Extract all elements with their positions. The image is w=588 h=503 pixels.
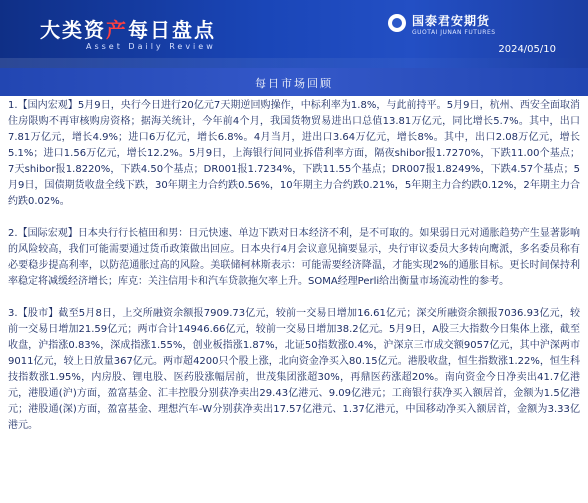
brand-name-cn: 国泰君安期货 xyxy=(412,14,491,28)
paragraph-spacer xyxy=(8,210,580,226)
report-title xyxy=(40,14,216,43)
report-date: 2024/05/10 xyxy=(498,44,556,55)
brand-mark-icon xyxy=(388,14,406,32)
title-part-1: 大类资 xyxy=(40,18,106,42)
title-part-3: 每日盘点 xyxy=(128,18,216,42)
brand-logo xyxy=(388,12,558,40)
section-band xyxy=(0,68,588,96)
title-part-2: 产 xyxy=(106,18,128,42)
report-subtitle: Asset Daily Review xyxy=(86,42,216,51)
paragraph-stock-market: 3.【股市】截至5月8日，上交所融资余额报7909.73亿元，较前一交易日增加16.61亿元；深交所融资余额报7036.93亿元，较前一交易日增加21.59亿元；两市合计14946.66亿元，较前一交易日增加38.2亿元。5月9日，A股三大指数今日集体上涨，截至收盘，沪指涨0.83%，深成指涨1.55%，创业板指涨1.87%，北证50指数涨0.4%，沪深京三市成交额9057亿元，其中沪深两市9011亿元，较上日放量367亿元。两市超4200只个股上涨，北向资金净买入80.15亿元。港股收盘，恒生指数涨1.22%，恒生科技指数涨1.95%，内房股、锂电股、医药股涨幅居前，世茂集团涨超30%，再鼎医药涨超20%。南向资金今日净卖出41.7亿港元，港股通(沪)方面，盈富基金、汇丰控股分别获净卖出29.43亿港元、9.09亿港元；工商银行获净买入额居首，金额为1.5亿港元；港股通(深)方面，盈富基金、理想汽车-W分别获净卖出17.57亿港元、1.37亿港元，中国移动净买入额居首，金额为3.33亿港元。 xyxy=(8,308,580,431)
section-title: 每日市场回顾 xyxy=(255,77,333,90)
report-header xyxy=(0,0,588,68)
report-body xyxy=(8,98,580,434)
brand-name-en: GUOTAI JUNAN FUTURES xyxy=(412,29,496,36)
paragraph-international-macro: 2.【国际宏观】日本央行行长植田和男：日元快速、单边下跌对日本经济不利，是不可取的。如果弱日元对通胀趋势产生显著影响的风险较高，我们可能需要通过货币政策做出回应。日本央行4月会议意见摘要显示，央行审议委员大多转向鹰派，多名委员称有必要稳步提高利率，以防范通胀过高的风险。美联储柯林斯表示：可能需要经济降温，才能实现2%的通胀目标。更长时间保持利率稳定将减缓经济增长；库克：关注信用卡和汽车贷款拖欠率上升。SOMA经理Perli给出衡量市场流动性的参考。 xyxy=(8,228,580,287)
paragraph-domestic-macro: 1.【国内宏观】5月9日，央行今日进行20亿元7天期逆回购操作，中标利率为1.8%，与此前持平。5月9日，杭州、西安全面取消住房限购不再审核购房资格；据海关统计，今年前4个月，我国货物贸易进出口总值13.81万亿元，同比增长5.7%。其中，出口7.81万亿元，增长4.9%；进口6万亿元，增长6.8%。4月当月，进出口3.64万亿元，增长8%。其中，出口2.08万亿元，增长5.1%；进口1.56万亿元，增长12.2%。5月9日，上海银行间同业拆借利率方面，隔夜shibor报1.7270%，下跌11.00个基点；7天shibor报1.8220%，下跌4.50个基点；DR001报1.7234%，下跌11.55个基点；DR007报1.8249%，下跌4.57个基点；5月9日，国债期货收盘全线下跌，30年期主力合约跌0.56%，10年期主力合约跌0.21%，5年期主力合约跌0.12%，2年期主力合约跌0.02%。 xyxy=(8,100,580,207)
paragraph-spacer xyxy=(8,290,580,306)
